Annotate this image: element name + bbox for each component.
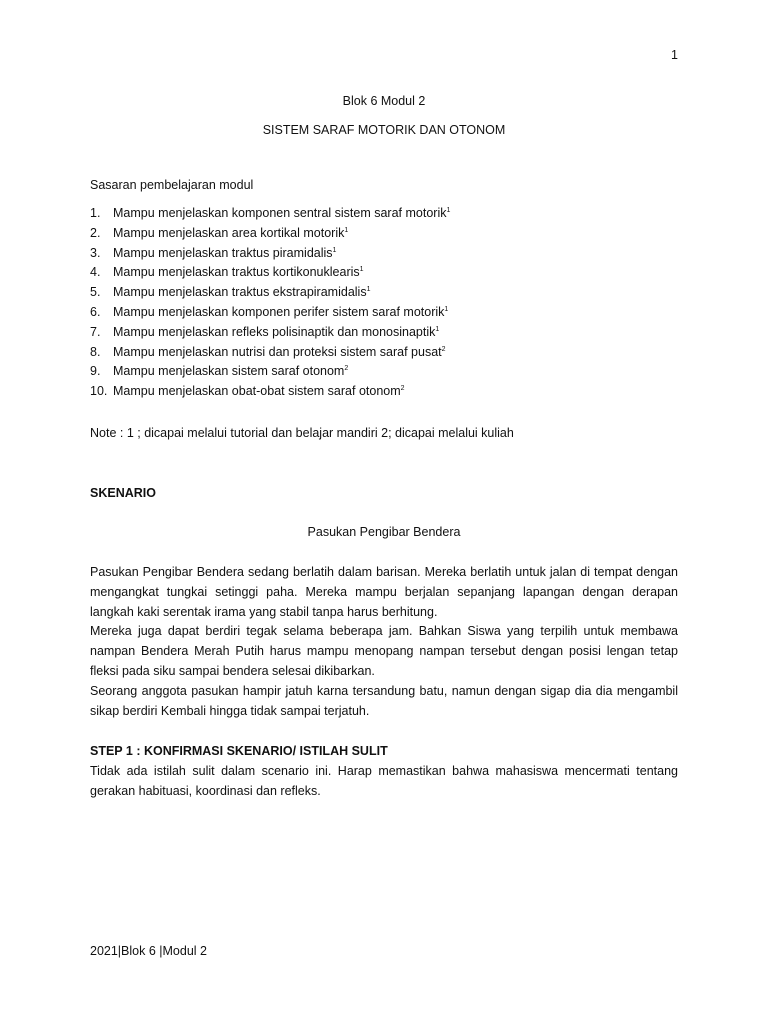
scenario-paragraph: Mereka juga dapat berdiri tegak selama beberapa jam. Bahkan Siswa yang terpilih untuk membawa nampan Bendera Merah Putih harus mampu menopang nampan tersebut dengan posisi lengan tetap fleksi pada siku sampai bendera selesai dikibarkan. <box>90 624 678 678</box>
objective-number: 7. <box>90 324 101 339</box>
objective-item <box>90 263 678 283</box>
objective-item <box>90 244 678 264</box>
objective-item <box>90 382 678 402</box>
objective-number: 5. <box>90 285 101 300</box>
objective-text: Mampu menjelaskan komponen perifer sistem saraf motorik$^1$ <box>113 304 449 319</box>
step1-text: Tidak ada istilah sulit dalam scenario ini. Harap memastikan bahwa mahasiswa mencermati tentang gerakan habituasi, koordinasi dan refleks. <box>90 763 678 798</box>
objective-item <box>90 204 678 224</box>
objective-text: Mampu menjelaskan nutrisi dan proteksi sistem saraf pusat$^2$ <box>113 344 446 359</box>
objective-number: 10. <box>90 384 108 399</box>
objective-text: Mampu menjelaskan refleks polisinaptik dan monosinaptik$^1$ <box>113 324 440 339</box>
objective-text: Mampu menjelaskan traktus kortikonuklearis$^1$ <box>113 265 364 280</box>
scenario-body <box>90 563 678 721</box>
objective-footnote-marker: 1 <box>359 266 364 274</box>
objective-footnote-marker: 1 <box>435 325 440 333</box>
objective-footnote-marker: 1 <box>344 226 349 234</box>
objective-item <box>90 283 678 303</box>
learning-objectives-heading: Sasaran pembelajaran modul <box>90 178 254 192</box>
objective-number: 1. <box>90 206 101 220</box>
scenario-paragraph: Seorang anggota pasukan hampir jatuh karna tersandung batu, namun dengan sigap dia dia mengambil sikap berdiri Kembali hingga tidak sampai terjatuh. <box>90 683 678 718</box>
objective-number: 3. <box>90 245 101 260</box>
objective-item <box>90 343 678 363</box>
objective-footnote-marker: 2 <box>400 385 405 393</box>
objective-number: 4. <box>90 265 101 280</box>
scenario-title: Pasukan Pengibar Bendera <box>307 525 461 539</box>
page-number: 1 <box>671 48 678 62</box>
objective-text: Mampu menjelaskan traktus piramidalis$^1$ <box>113 245 337 260</box>
step1-section <box>90 742 678 801</box>
objective-number: 6. <box>90 304 101 319</box>
objective-text: Mampu menjelaskan area kortikal motorik$^1$ <box>113 225 349 240</box>
objective-footnote-marker: 1 <box>366 286 371 294</box>
document-title-line-2: SISTEM SARAF MOTORIK DAN OTONOM <box>262 123 506 137</box>
document-title-line-1: Blok 6 Modul 2 <box>342 94 426 108</box>
objective-item <box>90 303 678 323</box>
objective-footnote-marker: 2 <box>344 365 349 373</box>
objective-text: Mampu menjelaskan sistem saraf otonom$^2$ <box>113 364 349 379</box>
objective-footnote-marker: 1 <box>332 246 337 254</box>
objective-item <box>90 362 678 382</box>
objective-footnote-marker: 1 <box>446 206 451 214</box>
scenario-paragraph: Pasukan Pengibar Bendera sedang berlatih dalam barisan. Mereka berlatih untuk jalan di tempat dengan mengangkat tungkai setinggi paha. Mereka mampu berjalan sepanjang lapangan dengan derapan langkah kaki serentak irama yang stabil tanpa harus berhitung. <box>90 565 678 619</box>
objective-text: Mampu menjelaskan komponen sentral sistem saraf motorik$^1$ <box>113 206 451 220</box>
objective-item <box>90 224 678 244</box>
objective-number: 2. <box>90 225 101 240</box>
objectives-note: Note : 1 ; dicapai melalui tutorial dan belajar mandiri 2; dicapai melalui kuliah <box>90 426 514 440</box>
learning-objectives-list <box>90 204 678 402</box>
step1-heading: STEP 1 : KONFIRMASI SKENARIO/ ISTILAH SULIT <box>90 744 388 758</box>
page-footer: 2021|Blok 6 |Modul 2 <box>90 944 207 958</box>
objective-number: 8. <box>90 344 101 359</box>
objective-text: Mampu menjelaskan traktus ekstrapiramidalis$^1$ <box>113 285 371 300</box>
objective-text: Mampu menjelaskan obat-obat sistem saraf otonom$^2$ <box>113 384 405 399</box>
objective-number: 9. <box>90 364 101 379</box>
objective-item <box>90 323 678 343</box>
objective-footnote-marker: 2 <box>441 345 446 353</box>
objective-footnote-marker: 1 <box>444 305 449 313</box>
scenario-section-heading: SKENARIO <box>90 486 156 500</box>
